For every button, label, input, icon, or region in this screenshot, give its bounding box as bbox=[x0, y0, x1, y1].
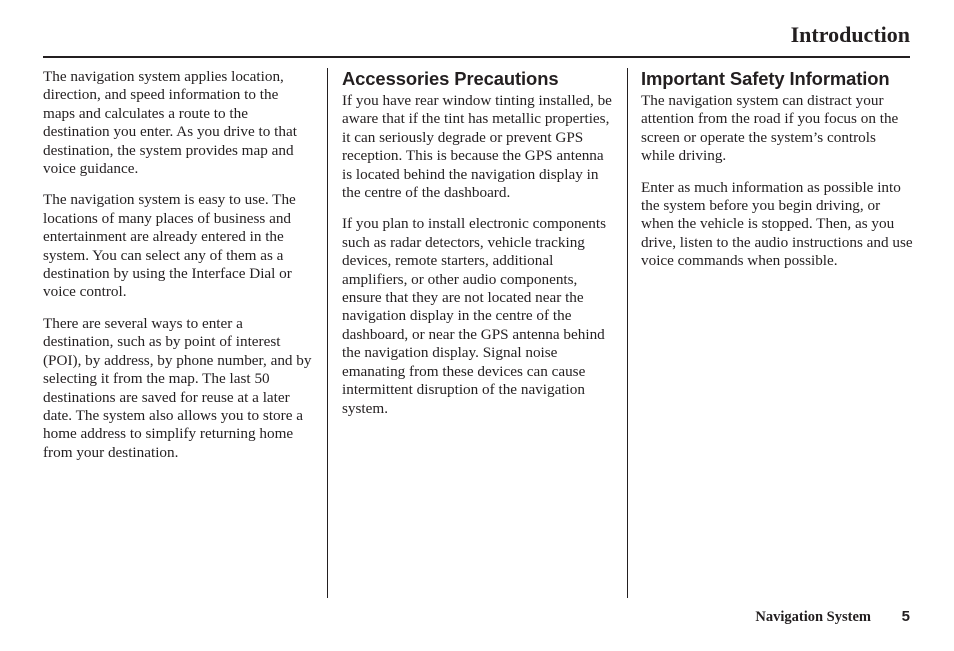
section-heading: Important Safety Information bbox=[641, 68, 890, 89]
section-heading: Accessories Precautions bbox=[342, 68, 559, 89]
column-safety bbox=[641, 68, 913, 284]
page-title: Introduction bbox=[790, 22, 910, 47]
paragraph: There are several ways to enter a destination, such as by point of interest (POI), by address, by phone number, and by selecting it from the map. The last 50 destinations are saved for reuse at a later date. The system also allows you to store a home address to simplify returning home from your destination. bbox=[43, 314, 312, 461]
column-intro bbox=[43, 68, 313, 475]
column-divider bbox=[627, 68, 628, 598]
column-accessories bbox=[342, 68, 614, 431]
column-divider bbox=[327, 68, 328, 598]
footer-section-label: Navigation System bbox=[755, 609, 871, 625]
page-number: 5 bbox=[901, 608, 910, 625]
paragraph: The navigation system can distract your attention from the road if you focus on the screen or operate the system’s controls while driving. bbox=[641, 92, 899, 165]
paragraph: If you have rear window tinting installed, be aware that if the tint has metallic properties, it can seriously degrade or prevent GPS reception. This is because the GPS antenna is located behind the navigation display in the centre of the dashboard. bbox=[342, 92, 612, 202]
paragraph: If you plan to install electronic components such as radar detectors, vehicle tracking devices, remote starters, additional amplifiers, or other audio components, ensure that they are not located near the navigation display in the centre of the dashboard, or near the GPS antenna behind the navigation display. Signal noise emanating from these devices can cause intermittent disruption of the navigation system. bbox=[342, 215, 607, 417]
paragraph: Enter as much information as possible into the system before you begin driving, or when the vehicle is stopped. Then, as you drive, listen to the audio instructions and use voice commands when possible. bbox=[641, 178, 913, 270]
paragraph: The navigation system is easy to use. The locations of many places of business and entertainment are already entered in the system. You can select any of them as a destination by using the Interface Dial or voice control. bbox=[43, 191, 296, 301]
header-rule bbox=[43, 56, 910, 58]
paragraph: The navigation system applies location, direction, and speed information to the maps and calculates a route to the destination you enter. As you drive to that destination, the system provides map and voice guidance. bbox=[43, 68, 297, 178]
